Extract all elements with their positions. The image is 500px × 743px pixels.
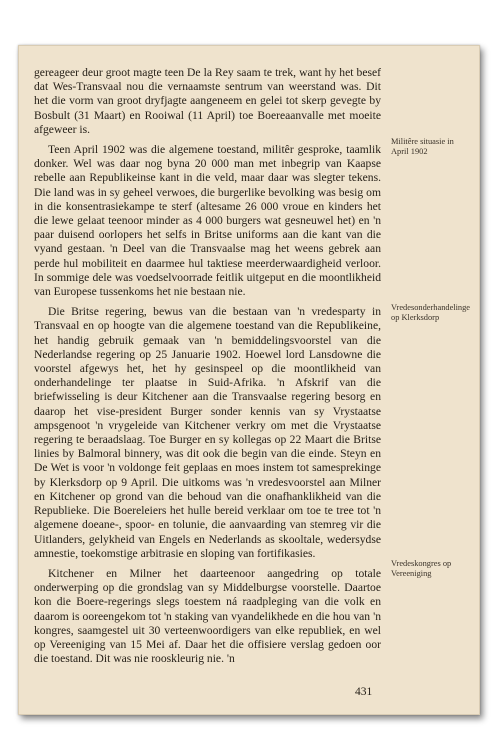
main-text-column	[34, 66, 381, 672]
paragraph-military-situation: Teen April 1902 was die algemene toestand, militêr gesproke, taamlik donker. Wel was daar nog byna 20 000 man met inbegrip van Kaapse rebelle aan Republikeinse kant in die veld, maar daar was slegter tekens. Die land was in sy geheel verwoes, die burgerlike bevolking was besig om in die konsentrasiekampe te sterf (altesame 26 000 vroue en kinders het die lewe gelaat teenoor minder as 4 000 burgers wat gesneuwel het) en 'n paar duisend oorlopers het selfs in Britse uniforms aan die kant van die vyand gestaan. 'n Deel van die Transvaalse mag het weens gebrek aan perde hul mobiliteit en daarmee hul taktiese meerderwaardigheid verloor. In sommige dele was voedselvoorrade feitlik uitgeput en die moontlikheid van Europese tussenkoms het nie bestaan nie.	[34, 143, 381, 299]
page-number: 431	[355, 686, 373, 698]
margin-note-peace-congress: Vredeskongres op Vereeniging	[391, 559, 452, 579]
book-page	[18, 45, 480, 715]
paragraph-peace-negotiations: Die Britse regering, bewus van die bestaan van 'n vredesparty in Transvaal en op hoogte van die algemene toestand van die Republikeine, het handig gebruik gemaak van 'n bemiddelingsvoorstel van die Nederlandse regering op 25 Januarie 1902. Hoewel lord Lansdowne die voorstel afgewys het, het hy gesinspeel op die moontlikheid van onderhandelinge ter plaatse in Suid-Afrika. 'n Afskrif van die briefwisseling is deur Kitchener aan die Transvaalse regering besorg en daarop het vise-president Burger sonder kennis van sy Vrystaatse ampsgenoot 'n vrygeleide van Kitchener verkry om met die Vrystaatse regering te beraadslaag. Toe Burger en sy kollegas op 22 Maart die Britse linies by Balmoral binnery, was dit ook die begin van die einde. Steyn en De Wet is voor 'n voldonge feit geplaas en moes instem tot samesprekinge by Klerksdorp op 9 April. Die uitkoms was 'n vredesvoorstel aan Milner en Kitchener op grond van die behoud van die onafhanklikheid van die Republieke. Die Boereleiers het hulle bereid verklaar om toe te tree tot 'n algemene doeane-, spoor- en tolunie, die aanvaarding van stemreg vir die Uitlanders, gelykheid van Engels en Nederlands as skooltale, wedersydse amnestie, toekomstige arbitrasie en sloping van fortifikasies.	[34, 305, 381, 560]
paragraph-peace-congress: Kitchener en Milner het daarteenoor aangedring op totale onderwerping op die grondslag van sy Middelburgse voorstelle. Daartoe kon die Boere-regerings slegs toestem ná raadpleging van die volk en daarom is ooreengekom tot 'n staking van vyandelikhede en die hou van 'n kongres, saamgestel uit 30 verteenwoordigers van elke republiek, en wel op Vereeniging van 15 Mei af. Daar het die offisiere verslag gedoen oor die toestand. Dit was nie rooskleurig nie. 'n	[34, 566, 381, 666]
margin-note-peace-negotiations: Vredesonderhandelinge op Klerksdorp	[391, 303, 471, 323]
paragraph-continuation: gereageer deur groot magte teen De la Rey saam te trek, want hy het besef dat Wes-Transvaal nou die vernaamste sentrum van weerstand was. Dit het die vorm van groot dryfjagte aangeneem en gelei tot skerp gevegte by Bosbult (31 Maart) en Rooiwal (11 April) toe Boereaanvalle met moeite afgeweer is.	[34, 66, 381, 136]
margin-note-military-situation: Militêre situasie in April 1902	[391, 137, 454, 157]
